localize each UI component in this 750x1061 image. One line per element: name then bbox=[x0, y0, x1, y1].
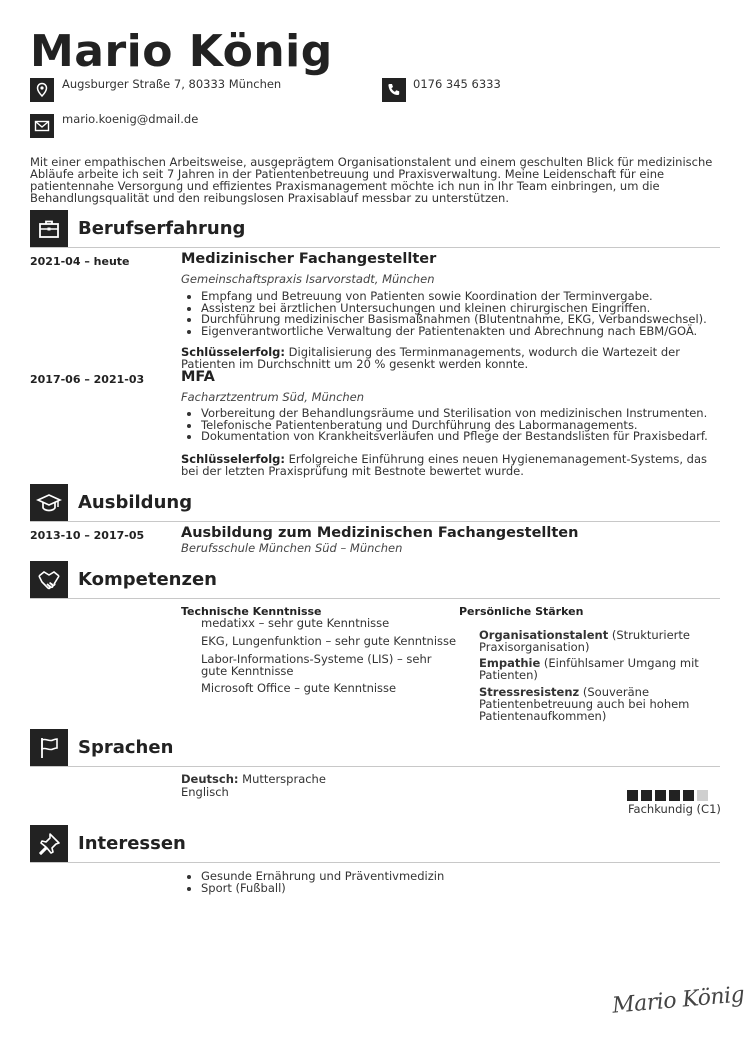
language-rating bbox=[627, 790, 708, 801]
list-item: • Durchführung medizinischer Basismaßnahmen (Blutentnahme, EKG, Verbandswechsel). bbox=[201, 314, 741, 326]
rating-square-filled bbox=[655, 790, 666, 801]
section-title-interests: Interessen bbox=[78, 833, 186, 854]
address-text: Augsburger Straße 7, 80333 München bbox=[62, 77, 282, 91]
graduation-cap-icon bbox=[30, 484, 68, 522]
section-divider bbox=[30, 247, 720, 248]
handshake-icon bbox=[30, 561, 68, 599]
rating-square-filled bbox=[627, 790, 638, 801]
phone-icon bbox=[382, 78, 406, 102]
job-achievement bbox=[181, 454, 721, 477]
job-company: Gemeinschaftspraxis Isarvorstadt, München bbox=[181, 272, 435, 286]
resume-name: Mario König bbox=[30, 26, 333, 77]
job-date: 2021-04 – heute bbox=[30, 255, 130, 268]
strength-name: Organisationstalent bbox=[479, 628, 609, 642]
list-item: Microsoft Office – gute Kenntnisse bbox=[201, 681, 397, 695]
job-title: Medizinischer Fachangestellter bbox=[181, 251, 437, 267]
location-icon bbox=[30, 78, 54, 102]
personal-strengths-title: Persönliche Stärken bbox=[459, 605, 584, 618]
list-item: • Dokumentation von Krankheitsverläufen und Pflege der Bestandslisten für Praxisbedarf. bbox=[201, 431, 741, 443]
strength-desc: (Souveräne Patientenbetreuung auch bei hohem Patientenaufkommen) bbox=[479, 685, 690, 723]
flag-icon bbox=[30, 729, 68, 767]
pin-icon bbox=[30, 825, 68, 863]
job-achievement bbox=[181, 347, 721, 370]
education-degree: Ausbildung zum Medizinischen Fachangestellten bbox=[181, 525, 579, 541]
list-item: • Vorbereitung der Behandlungsräume und Sterilisation von medizinischen Instrumenten. bbox=[201, 408, 741, 420]
list-item bbox=[479, 657, 704, 681]
email-link[interactable]: mario.koenig@dmail.de bbox=[62, 112, 199, 126]
achievement-label: Schlüsselerfolg: bbox=[181, 452, 285, 466]
list-item: Labor-Informations-Systeme (LIS) – sehr gute Kenntnisse bbox=[201, 652, 432, 678]
language-native bbox=[181, 773, 326, 785]
rating-square-filled bbox=[641, 790, 652, 801]
rating-square-filled bbox=[669, 790, 680, 801]
strength-name: Stressresistenz bbox=[479, 685, 580, 699]
education-date: 2013-10 – 2017-05 bbox=[30, 529, 145, 542]
education-school: Berufsschule München Süd – München bbox=[181, 541, 403, 555]
achievement-label: Schlüsselerfolg: bbox=[181, 345, 285, 359]
strength-name: Empathie bbox=[479, 656, 541, 670]
list-item: • Sport (Fußball) bbox=[201, 883, 741, 895]
strength-desc: (Strukturierte Praxisorganisation) bbox=[479, 628, 690, 654]
list-item: medatixx – sehr gute Kenntnisse bbox=[201, 616, 390, 630]
job-bullets bbox=[181, 291, 741, 337]
profile-summary: Mit einer empathischen Arbeitsweise, ausgeprägtem Organisationstalent und einem geschulten Blick für medizinische Abläufe arbeite ich seit 7 Jahren in der Patientenbetreuung und Praxisverwaltung. Meine Leidenschaft für eine patientennahe Versorgung und effizientes Praxismanagement möchte ich nun in Ihr Team einbringen, um die Behandlungsqualität und den reibungslosen Praxisablauf messbar zu unterstützen. bbox=[30, 155, 713, 205]
rating-square-empty bbox=[697, 790, 708, 801]
job-title: MFA bbox=[181, 369, 215, 385]
achievement-text: Erfolgreiche Einführung eines neuen Hygienemanagement-Systems, das bei der letzten Praxisprüfung mit Bestnote bewertet wurde. bbox=[181, 452, 708, 478]
phone-text: 0176 345 6333 bbox=[413, 77, 501, 91]
language-level: Muttersprache bbox=[242, 772, 326, 786]
section-title-education: Ausbildung bbox=[78, 492, 193, 513]
section-title-experience: Berufserfahrung bbox=[78, 218, 246, 239]
list-item: • Eigenverantwortliche Verwaltung der Patientenakten und Abrechnung nach EBM/GOÄ. bbox=[201, 326, 741, 338]
technical-skills-title: Technische Kenntnisse bbox=[181, 605, 322, 618]
language-level: Fachkundig (C1) bbox=[628, 802, 721, 816]
rating-square-filled bbox=[683, 790, 694, 801]
signature: Mario König bbox=[611, 982, 746, 1019]
section-divider bbox=[30, 862, 720, 863]
achievement-text: Digitalisierung des Terminmanagements, wodurch die Wartezeit der Patienten im Durchschnitt um 20 % gesenkt werden konnte. bbox=[181, 345, 680, 371]
list-item bbox=[479, 686, 704, 722]
list-item bbox=[479, 629, 704, 653]
language-name: Englisch bbox=[181, 785, 229, 799]
list-item: • Assistenz bei ärztlichen Untersuchungen und kleinen chirurgischen Eingriffen. bbox=[201, 303, 741, 315]
job-date: 2017-06 – 2021-03 bbox=[30, 373, 145, 386]
mail-icon bbox=[30, 114, 54, 138]
strength-desc: (Einfühlsamer Umgang mit Patienten) bbox=[479, 656, 699, 682]
language-name: Deutsch: bbox=[181, 772, 239, 786]
section-title-skills: Kompetenzen bbox=[78, 569, 217, 590]
list-item: • Telefonische Patientenberatung und Durchführung des Labormanagements. bbox=[201, 420, 741, 432]
section-title-languages: Sprachen bbox=[78, 737, 174, 758]
list-item: • Empfang und Betreuung von Patienten sowie Koordination der Terminvergabe. bbox=[201, 291, 741, 303]
list-item: EKG, Lungenfunktion – sehr gute Kenntnisse bbox=[201, 634, 457, 648]
list-item: • Gesunde Ernährung und Präventivmedizin bbox=[201, 871, 741, 883]
section-divider bbox=[30, 598, 720, 599]
job-company: Facharztzentrum Süd, München bbox=[181, 390, 365, 404]
job-bullets bbox=[181, 408, 741, 443]
section-divider bbox=[30, 521, 720, 522]
section-divider bbox=[30, 766, 720, 767]
briefcase-icon bbox=[30, 210, 68, 248]
interests-list bbox=[181, 871, 741, 894]
